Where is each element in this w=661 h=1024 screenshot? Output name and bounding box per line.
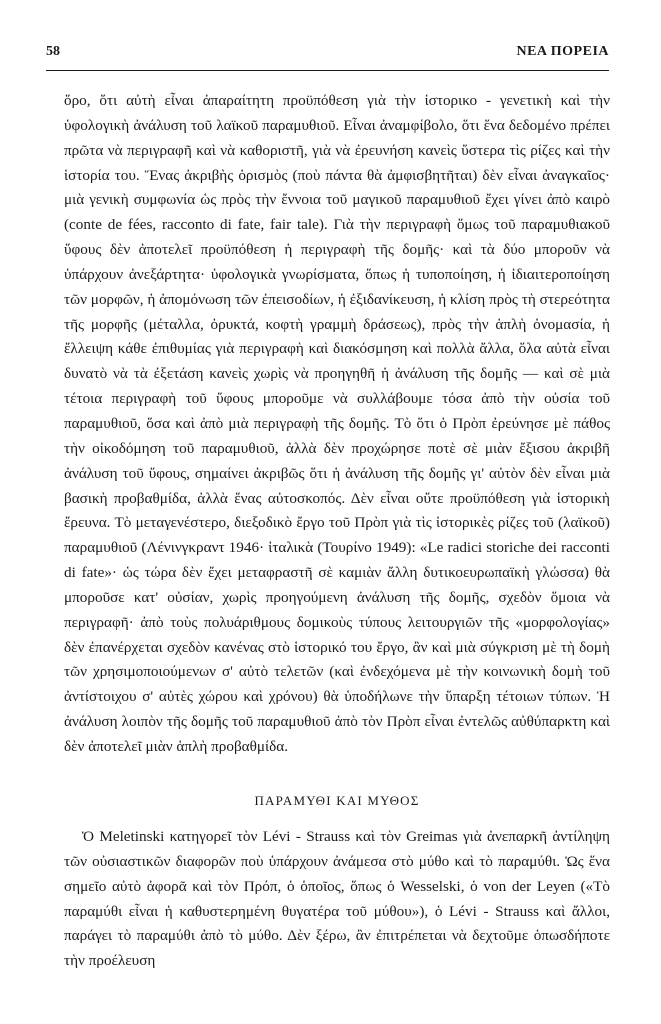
body-paragraph: Ὁ Meletinski κατηγορεῖ τὸν Lévi - Strauss καὶ τὸν Greimas γιὰ ἀνεπαρκῆ ἀντίληψη τῶν οὐσιαστικῶν διαφορῶν ποὺ ὑπάρχουν ἀνάμεσα στὸ μύθο καὶ τὸ παραμύθι. Ὡς ἕνα σημεῖο αὐτὸ ἀφορᾶ καὶ τὸν Πρόπ, ὁ ὁποῖος, ὅπως ὁ Wesselski, ὁ von der Leyen («Τὸ παραμύθι εἶναι ἡ καθυστερημένη θυγατέρα τοῦ μύθου»), ὁ Lévi - Strauss καὶ ἄλλοι, παράγει τὸ παραμύθι ἀπὸ τὸ μύθο. Δὲν ξέρω, ἂν ἐπιτρέπεται νὰ δεχτοῦμε ὁπωσδήποτε τὴν προέλευση xyxy=(64,828,610,970)
page-number: 58 xyxy=(46,44,60,59)
header-divider xyxy=(46,70,609,71)
section-heading: ΠΑΡΑΜΥΘΙ ΚΑΙ ΜΥΘΟΣ xyxy=(254,793,420,808)
journal-title: ΝΕΑ ΠΟΡΕΙΑ xyxy=(516,44,609,59)
body-paragraph: ὅρο, ὅτι αὐτὴ εἶναι ἀπαραίτητη προϋπόθεση γιὰ τὴν ἱστορικο - γενετικὴ καὶ τὴν ὑφολογικὴ ἀνάλυση τοῦ λαϊκοῦ παραμυθιοῦ. Εἶναι ἀναμφίβολο, ὅτι ἕνα δεδομένο πρέπει πρῶτα νὰ περιγραφῆ καὶ νὰ καθοριστῆ, γιὰ νὰ ἐρευνήση κανεὶς ὕστερα τὶς ρίζες καὶ τὴν ἱστορία του. Ἕνας ἀκριβὴς ὁρισμὸς (ποὺ πάντα θὰ ἀμφισβητῆται) δὲν εἶναι ἀναγκαῖος· μιὰ γενικὴ συμφωνία ὡς πρὸς τὴν ἔννοια τοῦ μαγικοῦ παραμυθιοῦ ἔχει γίνει ἀπὸ καιρὸ (conte de fées, racconto di fate, fair tale). Γιὰ τὴν περιγραφὴ ὅμως τοῦ παραμυθιακοῦ ὕφους δὲν ἀποτελεῖ προϋπόθεση ἡ περιγραφὴ τῆς δομῆς· καὶ τὰ δύο μποροῦν νὰ ὑπάρχουν ἀνεξάρτητα· ὑφολογικὰ γνωρίσματα, ὅπως ἡ τυποποίηση, ἡ ἰδιαιτεροποίηση τῶν μορφῶν, ἡ ἀπομόνωση τῶν ἐπεισοδίων, ἡ ἐξιδανίκευση, ἡ κλίση πρὸς τὴ στερεότητα τῆς μορφῆς (μέταλλα, ὀρυκτά, κοφτὴ γραμμὴ δράσεως), πρὸς τὴν ἁπλὴ ὀνομασία, ἡ ἔλλειψη κάθε ἐπιθυμίας γιὰ περιγραφὴ καὶ διακόσμηση καὶ πολλὰ ἄλλα, ὅλα αὐτὰ εἶναι δυνατὸ νὰ τὰ ἐξετάση κανεὶς χωρὶς νὰ προηγηθῆ ἡ ἀνάλυση τῆς δομῆς — καὶ σὲ μιὰ τέτοια περιγραφὴ τοῦ ὕφους μποροῦμε νὰ συλλάβουμε τόσα ἀπὸ τὴν οὐσία τοῦ παραμυθιοῦ, ὅσα καὶ ἀπὸ μιὰ περιγραφὴ τῆς δομῆς. Τὸ ὅτι ὁ Πρὸπ ἐρεύνησε μὲ πάθος τὴν οἰκοδόμηση τοῦ παραμυθιοῦ, ἀλλὰ δὲν προχώρησε ποτὲ σὲ μιὰν ἔξισου ἀκριβῆ ἀνάλυση τοῦ ὕφους, σημαίνει ἀκριβῶς ὅτι ἡ ἀνάλυση τῆς δομῆς γι' αὐτὸν δὲν εἶναι μιὰ βασικὴ προβαθμίδα, ἀλλὰ ἕνας αὐτοσκοπός. Δὲν εἶναι οὔτε προϋπόθεση γιὰ ἱστορικὴ ἔρευνα. Τὸ μεταγενέστερο, διεξοδικὸ ἔργο τοῦ Πρὸπ γιὰ τὶς ἱστορικὲς ρίζες τοῦ (λαϊκοῦ) παραμυθιοῦ (Λένινγκραντ 1946· ἰταλικὰ (Τουρίνο 1949): «Le radici storiche dei racconti di fate»· ὡς τώρα δὲν ἔχει μεταφραστῆ σὲ καμιὰν ἄλλη δυτικοευρωπαϊκὴ γλώσσα) θὰ μποροῦσε κατ' οὐσίαν, χωρὶς προηγούμενη ἀνάλυση τῆς δομῆς, σχεδὸν ὅμοια νὰ περιγραφῆ· ἀπὸ τοὺς πολυάριθμους δομικοὺς τύπους λειτουργιῶν τῆς «μορφολογίας» δὲν ἐπανέρχεται σχεδὸν κανένας στὸ ἱστορικό του ἔργο, ἂν καὶ μιὰ σύγκριση μὲ τὴ δομὴ τῶν χρησιμοποιούμενων σ' αὐτὸ τελετῶν (καὶ ἐνδεχόμενα μὲ τὴν κοινωνικὴ δομὴ τοῦ ἀντίστοιχου σ' αὐτὲς χώρου καὶ χρόνου) θὰ ὑποδήλωνε τὴν ὕπαρξη τέτοιων τύπων. Ἡ ἀνάλυση λοιπὸν τῆς δομῆς τοῦ παραμυθιοῦ ἀπὸ τὸν Πρὸπ εἶναι ἐντελῶς αὐθύπαρκτη καὶ δὲν ἀποτελεῖ μιὰν ἁπλὴ προβαθμίδα. xyxy=(64,92,610,755)
running-header xyxy=(46,44,609,66)
